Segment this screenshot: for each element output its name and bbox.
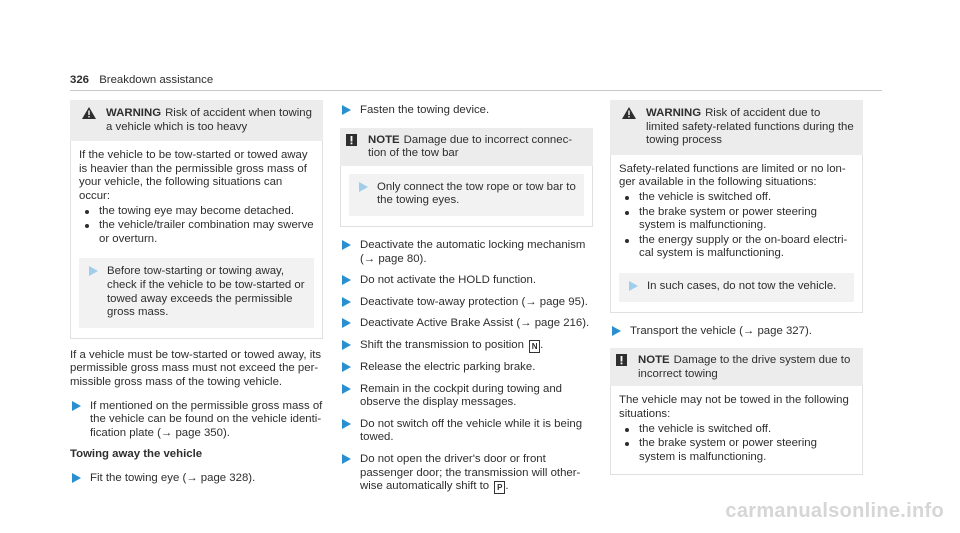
step-arrow-icon <box>359 182 368 197</box>
body-paragraph: If a vehicle must be tow-started or towed away, its permissible gross mass must not exceed the per-missible gross mass of the towing vehicle. <box>70 348 322 388</box>
note-body <box>610 386 863 475</box>
note-body <box>340 166 593 227</box>
note-title: Damage due to incorrect connec-tion of the tow bar <box>368 133 573 160</box>
note-keyword: NOTE <box>638 354 670 367</box>
step-text: Fasten the towing device. <box>360 104 490 116</box>
step-arrow-icon <box>342 275 351 290</box>
column-left <box>70 100 323 485</box>
step-text: Deactivate Active Brake Assist (→ page 216). <box>360 317 590 330</box>
warning-text: Safety-related functions are limited or no lon-ger available in the following situations: <box>619 162 846 189</box>
instruction-step <box>340 274 593 288</box>
column-right <box>610 100 863 475</box>
warning-triangle-icon <box>622 107 636 124</box>
notice-icon <box>616 354 627 371</box>
step-arrow-icon <box>342 384 351 399</box>
bullet-item: the vehicle/trailer combination may swerve or overturn. <box>79 219 314 246</box>
instruction-step: Do not open the driver's door or front passenger door; the transmission will other-wise automatically shift to P . <box>340 453 593 494</box>
bullet-item: the brake system or power steering system is malfunctioning. <box>619 206 854 233</box>
watermark: carmanualsonline.info <box>725 500 944 522</box>
note-header <box>340 128 593 166</box>
substep-box <box>79 258 314 327</box>
section-title: Breakdown assistance <box>99 74 214 86</box>
note-text: The vehicle may not be towed in the following situations: <box>619 394 849 420</box>
step-text: Fit the towing eye (→ page 328). <box>90 471 256 484</box>
bullet-item: the vehicle is switched off. <box>619 423 854 437</box>
step-text: Remain in the cockpit during towing and observe the display messages. <box>360 382 562 409</box>
warning-header <box>70 100 323 141</box>
step-arrow-icon <box>629 281 638 296</box>
step-text: Release the electric parking brake. <box>360 360 536 373</box>
notice-icon <box>346 134 357 151</box>
step-arrow-icon <box>72 473 81 488</box>
step-text: Shift the transmission to position <box>360 338 524 351</box>
step-text: Do not activate the HOLD function. <box>360 274 537 287</box>
step-arrow-icon <box>342 362 351 377</box>
step-arrow-icon <box>72 401 81 416</box>
warning-body <box>610 155 863 313</box>
substep-text: Only connect the tow rope or tow bar to the towing eyes. <box>377 180 576 207</box>
substep-box <box>349 174 584 216</box>
step-arrow-icon <box>612 326 621 341</box>
step-text: Deactivate the automatic locking mechanism (→ page 80). <box>360 238 586 265</box>
step-arrow-icon <box>342 240 351 255</box>
step-arrow-icon <box>342 105 351 120</box>
warning-box <box>610 100 863 313</box>
warning-box <box>70 100 323 339</box>
substep-text: Before tow-starting or towing away, check if the vehicle to be tow-started or towed away exceeds the permissible gross mass. <box>107 265 305 319</box>
substep-text: In such cases, do not tow the vehicle. <box>647 279 837 292</box>
instruction-step <box>340 361 593 375</box>
step-text: Do not open the driver's door or front passenger door; the transmission will other-wise automatically shift to <box>360 452 581 493</box>
step-text: Deactivate tow-away protection (→ page 95). <box>360 295 588 308</box>
warning-title: Risk of accident when towing a vehicle which is too heavy <box>106 107 312 133</box>
step-arrow-icon <box>89 266 98 281</box>
bullet-item: the towing eye may become detached. <box>79 205 314 219</box>
section-heading: Towing away the vehicle <box>70 448 203 461</box>
note-header <box>610 348 863 386</box>
header-rule <box>70 90 882 91</box>
instruction-step <box>70 400 323 441</box>
step-arrow-icon <box>342 340 351 355</box>
warning-text: If the vehicle to be tow-started or towed away is heavier than the permissible gross mass of your vehicle, the following situations can occur: <box>79 149 308 202</box>
instruction-step <box>340 104 593 118</box>
instruction-step <box>340 317 593 331</box>
step-text: If mentioned on the permissible gross mass of the vehicle can be found on the vehicle identi-fication plate (→ page 350). <box>90 399 323 439</box>
warning-keyword: WARNING <box>646 107 702 119</box>
column-middle <box>340 100 593 494</box>
step-arrow-icon <box>342 454 351 469</box>
page-header <box>70 74 213 88</box>
warning-keyword: WARNING <box>106 107 162 119</box>
note-box <box>340 128 593 227</box>
instruction-step <box>340 239 593 266</box>
step-arrow-icon <box>342 297 351 312</box>
note-title: Damage to the drive system due to incorrect towing <box>638 354 851 380</box>
warning-body <box>70 141 323 339</box>
substep-box <box>619 273 854 302</box>
gear-n-symbol: N <box>529 340 540 353</box>
warning-title: Risk of accident due to limited safety-related functions during the towing process <box>646 107 854 147</box>
instruction-step <box>70 472 323 486</box>
bullet-item: the brake system or power steering system is malfunctioning. <box>619 437 854 464</box>
note-keyword: NOTE <box>368 133 400 146</box>
step-text: Transport the vehicle (→ page 327). <box>630 324 812 337</box>
instruction-step <box>340 296 593 310</box>
step-arrow-icon <box>342 419 351 434</box>
instruction-step <box>340 418 593 445</box>
warning-triangle-icon <box>82 107 96 124</box>
note-box <box>610 348 863 475</box>
step-arrow-icon <box>342 318 351 333</box>
page-number: 326 <box>70 74 90 86</box>
warning-header <box>610 100 863 155</box>
bullet-item: the energy supply or the on-board electri-cal system is malfunctioning. <box>619 234 854 261</box>
step-list <box>340 239 593 494</box>
gear-p-symbol: P <box>494 481 505 494</box>
step-text: Do not switch off the vehicle while it is being towed. <box>360 417 583 444</box>
bullet-item: the vehicle is switched off. <box>619 191 854 205</box>
instruction-step <box>610 325 863 339</box>
instruction-step: Shift the transmission to position N . <box>340 339 593 353</box>
instruction-step <box>340 383 593 410</box>
